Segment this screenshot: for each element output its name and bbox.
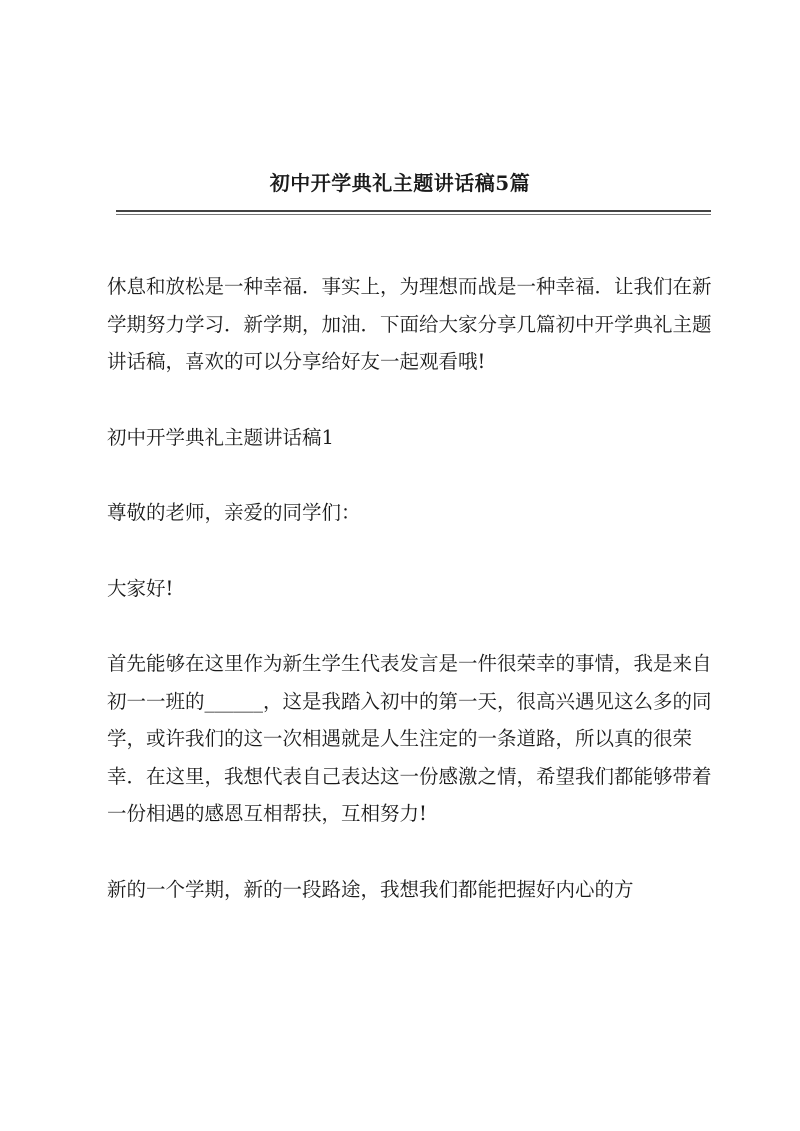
salutation: 尊敬的老师，亲爱的同学们： (107, 501, 361, 524)
intro-paragraph: 休息和放松是一种幸福．事实上，为理想而战是一种幸福．让我们在新学期努力学习．新学期，加油．下面给大家分享几篇初中开学典礼主题讲话稿，喜欢的可以分享给好友一起观看哦! (107, 275, 712, 373)
speech-paragraph-continued: 新的一个学期，新的一段路途，我想我们都能把握好内心的方 (107, 877, 634, 901)
document-body (107, 268, 713, 946)
greeting: 大家好! (107, 576, 174, 600)
document-title: 初中开学典礼主题讲话稿5篇 (269, 171, 531, 195)
speech-paragraph: 首先能够在这里作为新生学生代表发言是一件很荣幸的事情，我是来自初一一班的______，这是我踏入初中的第一天，很高兴遇见这么多的同学，或许我们的这一次相遇就是人生注定的一条道路，所以真的很荣幸．在这里，我想代表自己表达这一份感激之情，希望我们都能够带着一份相遇的感恩互相帮扶，互相努力! (107, 652, 712, 825)
title-divider-thin (116, 214, 711, 215)
section-heading: 初中开学典礼主题讲话稿1 (107, 425, 334, 449)
title-divider (116, 210, 711, 212)
